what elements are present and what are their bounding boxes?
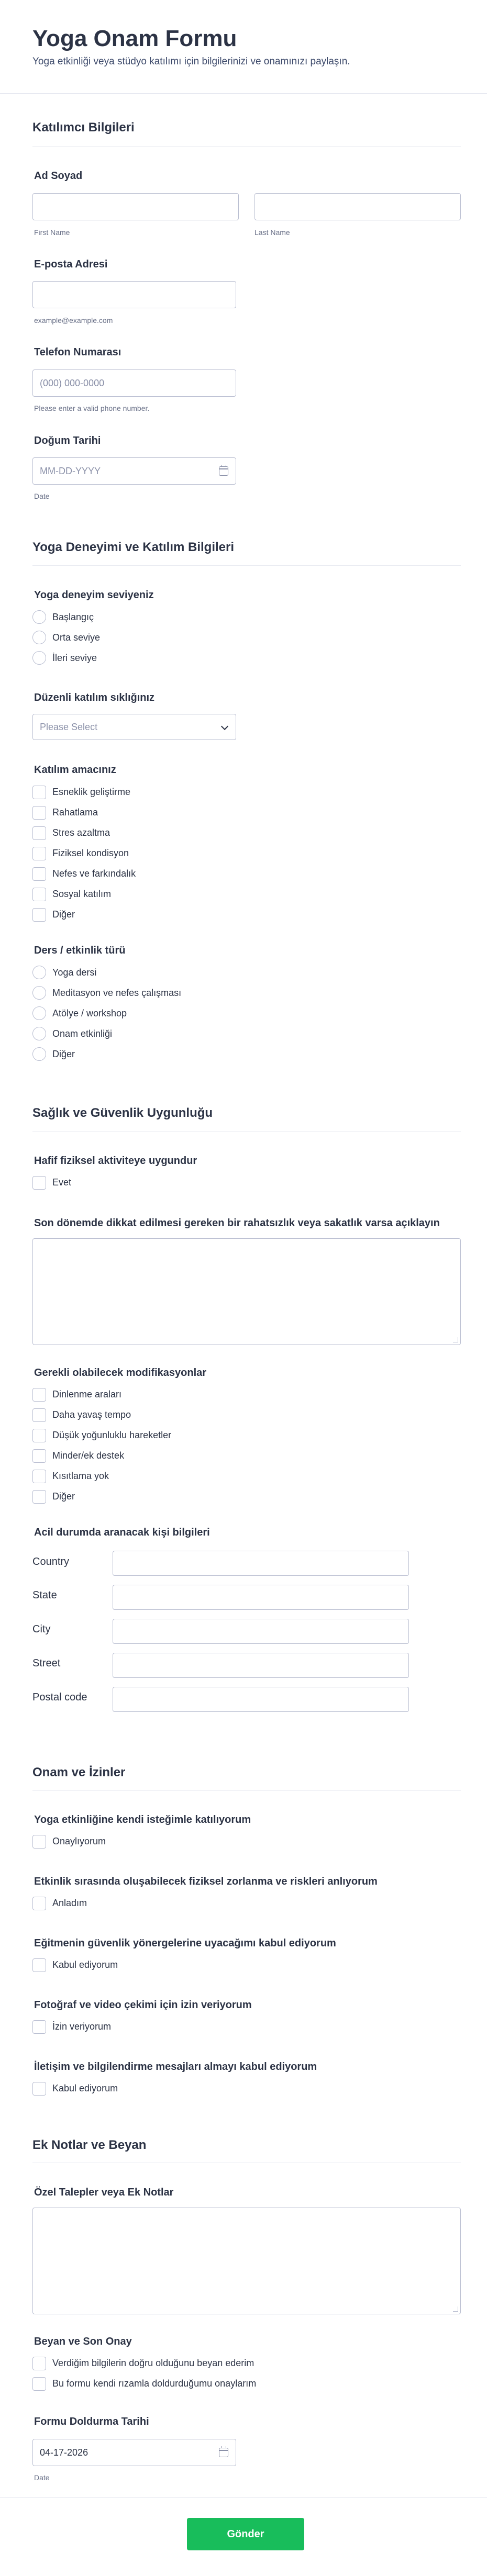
consent-label: İletişim ve bilgilendirme mesajları almayı kabul ediyorum: [34, 2061, 317, 2073]
purpose-checkbox[interactable]: [32, 786, 46, 799]
phone-label: Telefon Numarası: [34, 346, 121, 358]
fill-date-sublabel: Date: [34, 2473, 50, 2482]
consent-label: Eğitmenin güvenlik yönergelerine uyacağımı kabul ediyorum: [34, 1937, 336, 1949]
consent-option: Anladım: [52, 1898, 87, 1908]
country-label: Country: [32, 1556, 70, 1567]
modification-option: Düşük yoğunluklu hareketler: [52, 1430, 172, 1440]
declaration-checkbox[interactable]: [32, 2377, 46, 2391]
section-title-notes: Ek Notlar ve Beyan: [32, 2138, 147, 2152]
modification-checkbox[interactable]: [32, 1408, 46, 1422]
form-title: Yoga Onam Formu: [32, 26, 237, 51]
email-label: E-posta Adresi: [34, 259, 108, 270]
discomfort-textarea[interactable]: [32, 1238, 461, 1345]
birth-date-sublabel: Date: [34, 492, 50, 500]
purpose-checkbox[interactable]: [32, 908, 46, 922]
form-subtitle: Yoga etkinliği veya stüdyo katılımı için bilgilerinizi ve onamınızı paylaşın.: [32, 56, 350, 67]
modification-option: Diğer: [52, 1491, 75, 1502]
consent-checkbox[interactable]: [32, 2020, 46, 2034]
modification-checkbox[interactable]: [32, 1470, 46, 1483]
purpose-checkbox[interactable]: [32, 847, 46, 860]
last-name-input[interactable]: [254, 193, 461, 220]
event-type-option: Diğer: [52, 1049, 75, 1059]
consent-option: Kabul ediyorum: [52, 2083, 118, 2093]
section-divider: [32, 565, 461, 566]
consent-checkbox[interactable]: [32, 1897, 46, 1910]
purpose-checkbox[interactable]: [32, 867, 46, 881]
email-input[interactable]: [32, 281, 236, 308]
event-type-option: Atölye / workshop: [52, 1008, 127, 1018]
declaration-option: Verdiğim bilgilerin doğru olduğunu beyan ederim: [52, 2358, 254, 2368]
yoga-level-radio[interactable]: [32, 610, 46, 624]
modification-checkbox[interactable]: [32, 1490, 46, 1504]
email-sublabel: example@example.com: [34, 316, 113, 324]
section-title-health: Sağlık ve Güvenlik Uygunluğu: [32, 1106, 213, 1120]
emergency-contact-label: Acil durumda aranacak kişi bilgileri: [34, 1527, 210, 1538]
fill-date-input[interactable]: 04-17-2026: [32, 2439, 236, 2466]
yoga-level-radio[interactable]: [32, 631, 46, 644]
declaration-option: Bu formu kendi rızamla doldurduğumu onaylarım: [52, 2378, 257, 2389]
consent-option: İzin veriyorum: [52, 2021, 112, 2032]
frequency-dropdown[interactable]: Please Select: [32, 714, 236, 740]
declaration-label: Beyan ve Son Onay: [34, 2336, 132, 2347]
city-label: City: [32, 1623, 51, 1635]
submit-button[interactable]: Gönder: [187, 2518, 304, 2550]
header-divider: [0, 93, 487, 94]
city-input[interactable]: [113, 1619, 409, 1644]
calendar-icon[interactable]: [219, 2448, 228, 2457]
modification-checkbox[interactable]: [32, 1388, 46, 1402]
last-name-sublabel: Last Name: [254, 228, 290, 237]
modification-option: Dinlenme araları: [52, 1389, 122, 1399]
country-input[interactable]: [113, 1551, 409, 1576]
state-input[interactable]: [113, 1585, 409, 1610]
discomfort-label: Son dönemde dikkat edilmesi gereken bir rahatsızlık veya sakatlık varsa açıklayın: [34, 1217, 440, 1229]
resize-grip-icon[interactable]: [453, 2306, 458, 2312]
consent-checkbox[interactable]: [32, 1958, 46, 1972]
section-divider: [32, 146, 461, 147]
purpose-label: Katılım amacınız: [34, 764, 116, 776]
section-title-participant: Katılımcı Bilgileri: [32, 120, 135, 135]
section-divider: [32, 1790, 461, 1791]
chevron-down-icon: [221, 723, 228, 730]
event-type-label: Ders / etkinlik türü: [34, 945, 126, 956]
consent-option: Kabul ediyorum: [52, 1959, 118, 1970]
calendar-icon[interactable]: [219, 466, 228, 476]
first-name-sublabel: First Name: [34, 228, 70, 237]
event-type-radio[interactable]: [32, 1047, 46, 1061]
consent-checkbox[interactable]: [32, 2082, 46, 2096]
yoga-level-label: Yoga deneyim seviyeniz: [34, 589, 154, 601]
purpose-checkbox[interactable]: [32, 826, 46, 840]
section-divider: [32, 1131, 461, 1132]
event-type-option: Yoga dersi: [52, 967, 97, 978]
yoga-level-option: İleri seviye: [52, 653, 97, 663]
yoga-level-option: Orta seviye: [52, 632, 101, 643]
modifications-label: Gerekli olabilecek modifikasyonlar: [34, 1367, 207, 1379]
phone-sublabel: Please enter a valid phone number.: [34, 404, 150, 412]
consent-label: Etkinlik sırasında oluşabilecek fiziksel zorlanma ve riskleri anlıyorum: [34, 1876, 378, 1887]
purpose-option: Nefes ve farkındalık: [52, 868, 136, 879]
consent-label: Yoga etkinliğine kendi isteğimle katılıyorum: [34, 1814, 251, 1825]
modification-checkbox[interactable]: [32, 1429, 46, 1442]
state-label: State: [32, 1589, 57, 1601]
consent-option: Onaylıyorum: [52, 1836, 106, 1846]
event-type-option: Onam etkinliği: [52, 1028, 113, 1039]
event-type-radio[interactable]: [32, 986, 46, 1000]
yoga-level-option: Başlangıç: [52, 612, 94, 622]
modification-option: Minder/ek destek: [52, 1450, 125, 1461]
modification-option: Daha yavaş tempo: [52, 1409, 131, 1420]
section-title-consent: Onam ve İzinler: [32, 1765, 126, 1779]
section-title-experience: Yoga Deneyimi ve Katılım Bilgileri: [32, 540, 235, 554]
special-notes-textarea[interactable]: [32, 2208, 461, 2314]
light-activity-checkbox[interactable]: [32, 1176, 46, 1190]
event-type-radio[interactable]: [32, 966, 46, 979]
purpose-option: Esneklik geliştirme: [52, 787, 131, 797]
purpose-option: Sosyal katılım: [52, 889, 112, 899]
yoga-level-radio[interactable]: [32, 651, 46, 665]
event-type-radio[interactable]: [32, 1027, 46, 1040]
postal-code-label: Postal code: [32, 1692, 87, 1703]
light-activity-label: Hafif fiziksel aktiviteye uygundur: [34, 1155, 197, 1167]
light-activity-option: Evet: [52, 1177, 72, 1188]
modification-option: Kısıtlama yok: [52, 1471, 109, 1481]
fill-date-label: Formu Doldurma Tarihi: [34, 2416, 149, 2427]
birth-date-label: Doğum Tarihi: [34, 435, 101, 446]
consent-label: Fotoğraf ve video çekimi için izin veriyorum: [34, 1999, 252, 2011]
modification-checkbox[interactable]: [32, 1449, 46, 1463]
postal-code-input[interactable]: [113, 1687, 409, 1712]
declaration-checkbox[interactable]: [32, 2357, 46, 2370]
purpose-checkbox[interactable]: [32, 806, 46, 820]
special-notes-label: Özel Talepler veya Ek Notlar: [34, 2187, 174, 2198]
purpose-option: Fiziksel kondisyon: [52, 848, 129, 858]
first-name-input[interactable]: [32, 193, 239, 220]
consent-checkbox[interactable]: [32, 1835, 46, 1849]
phone-input[interactable]: (000) 000-0000: [32, 369, 236, 397]
frequency-label: Düzenli katılım sıklığınız: [34, 692, 155, 703]
birth-date-input[interactable]: MM-DD-YYYY: [32, 457, 236, 485]
purpose-option: Diğer: [52, 909, 75, 920]
name-label: Ad Soyad: [34, 170, 83, 182]
event-type-option: Meditasyon ve nefes çalışması: [52, 988, 182, 998]
event-type-radio[interactable]: [32, 1006, 46, 1020]
purpose-option: Stres azaltma: [52, 827, 110, 838]
resize-grip-icon[interactable]: [453, 1337, 458, 1342]
street-input[interactable]: [113, 1653, 409, 1678]
street-label: Street: [32, 1657, 61, 1669]
purpose-option: Rahatlama: [52, 807, 98, 817]
purpose-checkbox[interactable]: [32, 888, 46, 901]
